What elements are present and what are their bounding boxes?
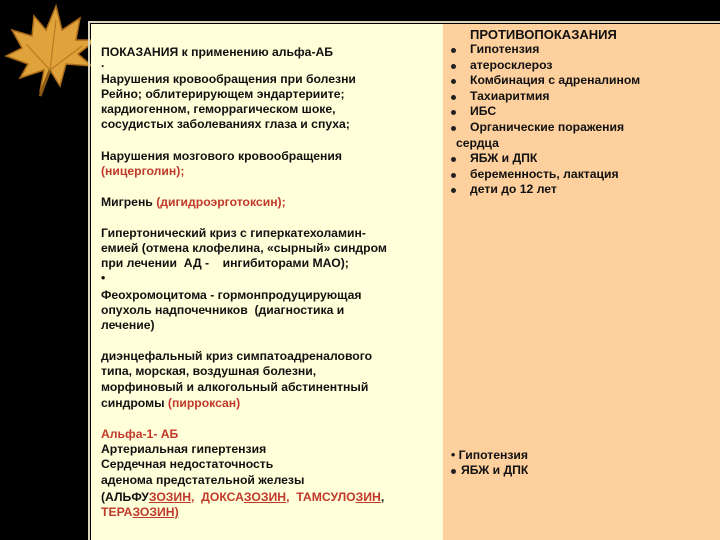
- alpha1-contra-item-2: ЯБЖ и ДПК: [461, 463, 529, 477]
- dien-line-4: [101, 396, 240, 411]
- brain-circulation-line: Нарушения мозгового кровообращения: [101, 149, 342, 163]
- alpha1-line-3: аденома предстательной железы: [101, 473, 305, 487]
- indications-dot: ·: [101, 59, 106, 73]
- bullet-icon: [451, 469, 456, 474]
- dien-drug: (пирроксан): [167, 396, 241, 410]
- alpha1-drugs-line-1: [101, 490, 384, 505]
- drug-4-suffix: ЗОЗИН): [132, 505, 179, 519]
- migraine-label: Мигрень: [101, 195, 157, 209]
- bullet-icon: [451, 173, 456, 178]
- migraine-line: [101, 195, 286, 210]
- contra-item-4: Тахиаритмия: [470, 89, 550, 103]
- indications-heading: ПОКАЗАНИЯ к применению альфа-АБ: [101, 45, 334, 59]
- drug-1-suffix: ЗОЗИН: [148, 490, 191, 504]
- left-divider: [88, 21, 90, 540]
- circulation-line-4: сосудистых заболеваниях глаза и спуха;: [101, 117, 350, 131]
- contra-item-5: ИБС: [470, 104, 497, 118]
- contra-item-3: Комбинация с адреналином: [470, 73, 641, 87]
- drug-1-prefix: (АЛЬФУ: [101, 490, 149, 504]
- contra-item-9: дети до 12 лет: [470, 182, 557, 196]
- bullet-icon: [451, 110, 456, 115]
- pheo-line-1: Феохромоцитома - гормонпродуцирующая: [101, 288, 362, 302]
- contra-item-7: ЯБЖ и ДПК: [470, 151, 538, 165]
- dien-line-3: морфиновый и алкогольный абстинентный: [101, 380, 369, 394]
- alpha1-title: Альфа-1- АБ: [101, 427, 179, 441]
- bullet-icon: [451, 79, 456, 84]
- crisis-bullet: •: [101, 271, 106, 285]
- contra-item-6: Органические поражения: [470, 120, 625, 134]
- maple-leaf-icon: [0, 0, 100, 100]
- alpha1-line-2: Сердечная недостаточность: [101, 457, 274, 471]
- alpha1-drugs-line-2: [101, 505, 179, 520]
- contra-item-8: беременность, лактация: [470, 167, 619, 181]
- migraine-drug: (дигидроэрготоксин);: [156, 195, 286, 209]
- dien-line-1: диэнцефальный криз симпатоадреналового: [101, 349, 373, 363]
- contraindications-title: ПРОТИВОПОКАЗАНИЯ: [470, 27, 617, 42]
- bullet-icon: [451, 95, 456, 100]
- drug-4-prefix: ТЕРА: [101, 505, 133, 519]
- drug-2-prefix: , ДОКСА: [191, 490, 244, 504]
- dien-label: синдромы: [101, 396, 168, 410]
- crisis-line-2: емией (отмена клофелина, «сырный» синдром: [101, 241, 387, 255]
- circulation-line-3: кардиогенном, геморрагическом шоке,: [101, 102, 336, 116]
- brain-drug: (ницерголин);: [101, 164, 185, 178]
- top-divider: [88, 21, 720, 23]
- alpha1-line-1: Артериальная гипертензия: [101, 442, 267, 456]
- contra-item-1: Гипотензия: [470, 42, 540, 56]
- pheo-line-3: лечение): [101, 318, 155, 332]
- drug-2-suffix: ЗОЗИН: [243, 490, 287, 504]
- bullet-icon: [451, 64, 456, 69]
- circulation-line-1: Нарушения кровообращения при болезни: [101, 72, 356, 86]
- alpha1-contra-item-1: • Гипотензия: [451, 448, 529, 462]
- crisis-line-3: при лечении АД - ингибиторами МАО);: [101, 256, 349, 270]
- bullet-icon: [451, 188, 456, 193]
- pheo-line-2: опухоль надпочечников (диагностика и: [101, 303, 345, 317]
- bullet-icon: [451, 157, 456, 162]
- drug-3-prefix: , ТАМСУЛО: [286, 490, 356, 504]
- contra-item-2: атеросклероз: [470, 58, 553, 72]
- dien-line-2: типа, морская, воздушная болезни,: [101, 364, 317, 378]
- drug-3-suffix: ЗИН: [355, 490, 381, 504]
- bullet-icon: [451, 48, 456, 53]
- circulation-line-2: Рейно; облитерирующем эндартериите;: [101, 87, 345, 101]
- drugs-comma: ,: [380, 490, 385, 504]
- crisis-line-1: Гипертонический криз с гиперкатехоламин-: [101, 226, 366, 240]
- contra-item-6-cont: сердца: [456, 136, 499, 150]
- bullet-icon: [451, 126, 456, 131]
